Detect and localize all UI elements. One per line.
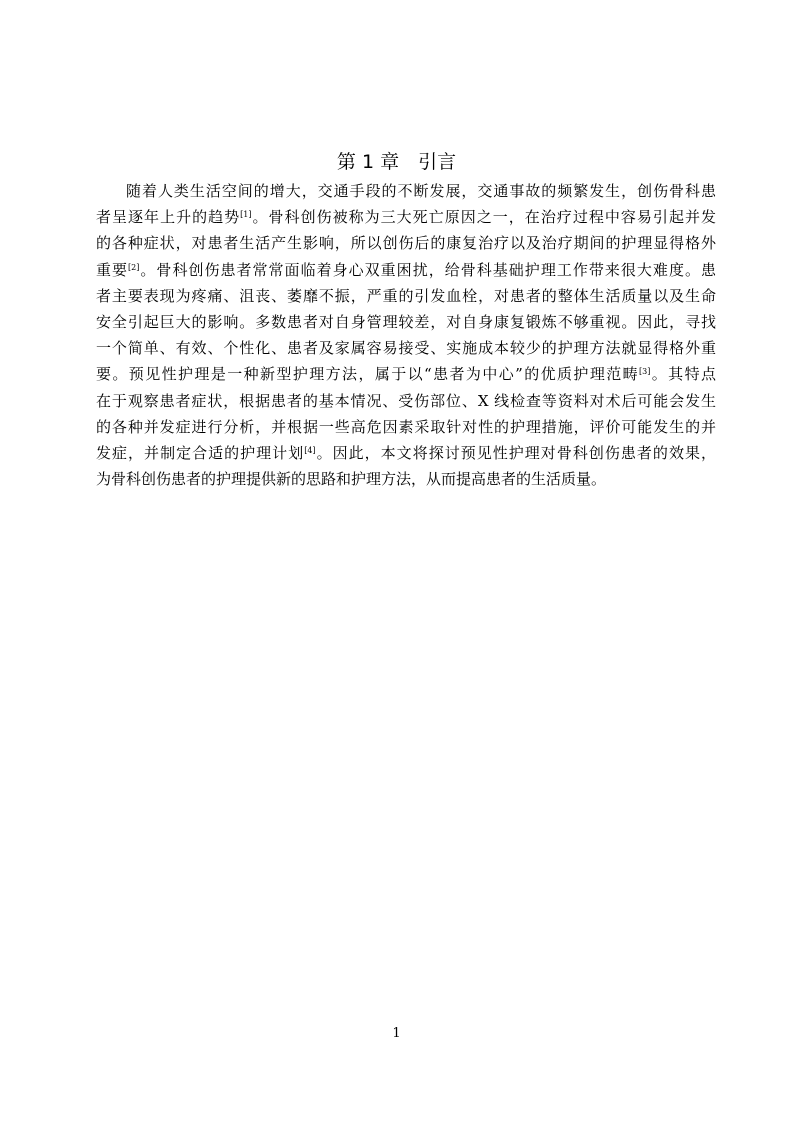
citation-marker: [2]: [128, 262, 140, 272]
text-segment: 。因此，本文将探讨预见性护理对骨科创伤患者的效果，: [315, 443, 716, 462]
text-segment: 。其特点: [650, 365, 716, 384]
paragraph-line: [96, 283, 716, 309]
text-segment: 。骨科创伤被称为三大死亡原因之一，在治疗过程中容易引起并发: [251, 208, 716, 227]
text-segment: 的各种症状，对患者生活产生影响，所以创伤后的康复治疗以及治疗期间的护理显得格外: [96, 234, 716, 253]
paragraph-line: [96, 230, 716, 256]
paragraph-line: [96, 414, 716, 440]
paragraph-line: [96, 466, 716, 492]
paragraph-line: [96, 178, 716, 204]
text-segment: 一个简单、有效、个性化、患者及家属容易接受、实施成本较少的护理方法就显得格外重: [96, 339, 716, 358]
paragraph-line: [96, 309, 716, 335]
paragraph-line: [96, 335, 716, 361]
text-segment: 。骨科创伤患者常常面临着身心双重困扰，给骨科基础护理工作带来很大难度。患: [139, 260, 716, 279]
text-segment: 要。预见性护理是一种新型护理方法，属于以“患者为中心”的优质护理范畴: [96, 365, 640, 384]
page-number: 1: [392, 1026, 401, 1041]
chapter-title: 第 1 章 引言: [336, 151, 457, 173]
citation-marker: [3]: [639, 367, 651, 377]
body-paragraph: [96, 178, 716, 492]
text-segment: 随着人类生活空间的增大，交通手段的不断发展，交通事故的频繁发生，创伤骨科患: [126, 182, 716, 200]
paragraph-line: [96, 257, 716, 283]
citation-marker: [4]: [304, 445, 316, 455]
paragraph-line: [96, 440, 716, 466]
text-segment: 在于观察患者症状，根据患者的基本情况、受伤部位、X 线检查等资料对术后可能会发生: [96, 391, 716, 410]
text-segment: 者主要表现为疼痛、沮丧、萎靡不振，严重的引发血栓，对患者的整体生活质量以及生命: [96, 286, 716, 305]
text-segment: 为骨科创伤患者的护理提供新的思路和护理方法，从而提高患者的生活质量。: [96, 470, 607, 489]
text-segment: 发症，并制定合适的护理计划: [96, 443, 305, 462]
paragraph-line: [96, 388, 716, 414]
text-segment: 重要: [96, 260, 129, 279]
text-segment: 者呈逐年上升的趋势: [96, 208, 241, 227]
text-segment: 的各种并发症进行分析，并根据一些高危因素采取针对性的护理措施，评价可能发生的并: [96, 417, 716, 436]
citation-marker: [1]: [240, 210, 252, 220]
text-segment: 安全引起巨大的影响。多数患者对自身管理较差，对自身康复锻炼不够重视。因此，寻找: [96, 312, 716, 331]
paragraph-line: [96, 361, 716, 387]
paragraph-line: [96, 204, 716, 230]
